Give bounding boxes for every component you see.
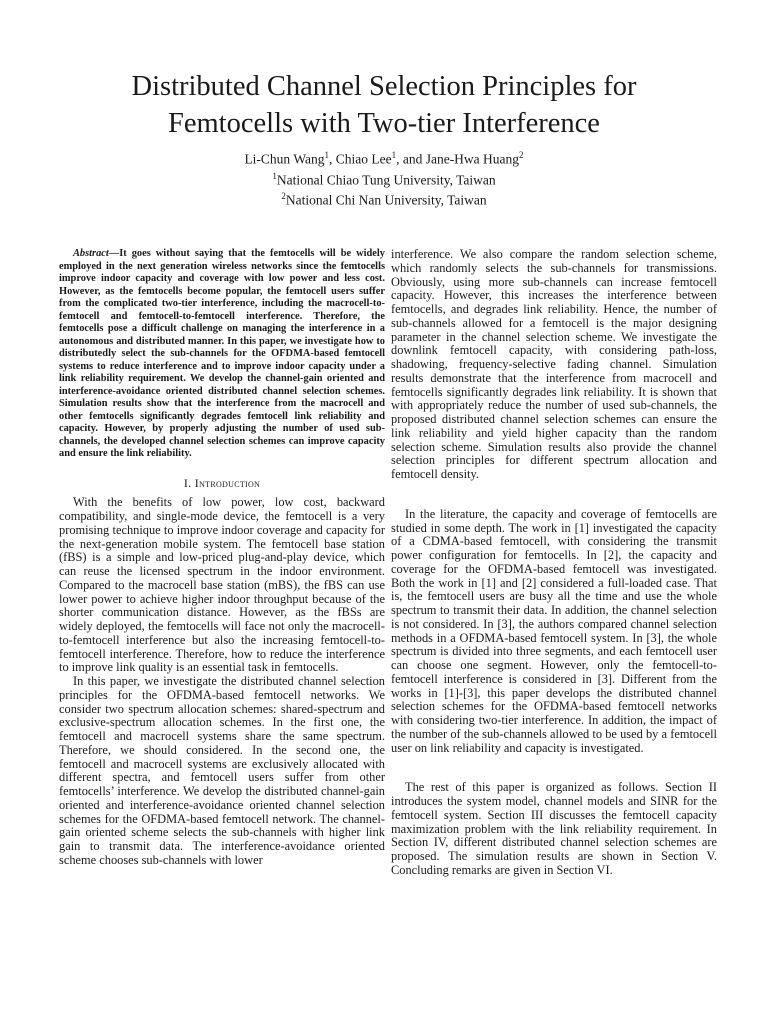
intro-paragraph-1: With the benefits of low power, low cost, backward compatibility, and single-mode device, the femtocell is a very promising technique to improve indoor coverage and capacity for the next-generation mobile system. The femtocell base station (fBS) is a simple and low-priced plug-and-play device, which can reuse the licensed spectrum in the indoor environment. Compared to the macrocell base station (mBS), the fBS can use lower power to achieve higher indoor throughput because of the shorter communication distance. However, as the fBSs are widely deployed, the femtocells will face not only the macrocell-to-femtocell interference but also the increasing femtocell-to-femtocell interference. Therefore, how to reduce the interference to improve link quality is an essential task in femtocells. [59,495,385,675]
intro-paragraph-2: In this paper, we investigate the distributed channel selection principles for the OFDMA-based femtocell networks. We consider two spectrum allocation schemes: shared-spectrum and exclusive-spectrum allocation schemes. In the first one, the femtocell and macrocell systems share the same spectrum. Therefore, we should considered. In the second one, the femtocell and macrocell systems are exclusively allocated with different spectra, and femtocell users suffer from other femtocells’ interference. We develop the distributed channel-gain oriented and interference-avoidance oriented channel selection schemes for the OFDMA-based femtocell network. The channel-gain oriented scheme selects the sub-channels with higher link gain to transmit data. The interference-avoidance oriented scheme chooses sub-channels with lower [59,674,385,867]
abstract-label: Abstract [73,248,109,259]
affiliation-line [0,188,768,209]
title-line-2: Femtocells with Two-tier Interference [168,108,600,139]
affiliation-text: National Chiao Tung University, Taiwan [276,172,496,187]
author-separator: , and [396,151,426,167]
intro-paragraph-continued: interference. We also compare the random selection scheme, which randomly selects the sub-channels for transmissions. Obviously, using more sub-channels can increase femtocell capacity. However, this increases the interference between femtocells, and degrades link reliability. Hence, the number of sub-channels allowed for a femtocell is the major designing parameter in the channel selection scheme. We investigate the downlink femtocell capacity, with considering path-loss, shadowing, frequency-selective fading channel. Simulation results demonstrate that the interference from macrocell and femtocells significantly degrades link reliability. It is shown that with appropriately reduce the number of used sub-channels, the proposed distributed channel selection schemes can ensure the link reliability and yield higher capacity than the random selection scheme. Simulation results also provide the channel selection principles for different spectrum allocation and femtocell density. [391,247,717,481]
author-name: Jane-Hwa Huang [425,151,520,167]
intro-paragraph-4: The rest of this paper is organized as follows. Section II introduces the system model, channel models and SINR for the femtocell system. Section III discusses the femtocell capacity maximization problem with the link reliability requirement. In Section IV, different distributed channel selection schemes are proposed. The simulation results are shown in Section V. Concluding remarks are given in Section VI. [391,780,717,877]
author-block [0,147,768,209]
affiliation-text: National Chi Nan University, Taiwan [285,192,487,208]
right-column [391,248,717,878]
affiliation-line [0,168,768,189]
affiliation-number: 2 [281,191,286,201]
paragraph-gap [391,482,717,508]
paragraph-gap [391,755,717,781]
intro-paragraph-3: In the literature, the capacity and coverage of femtocells are studied in some depth. The work in [1] investigated the capacity of a CDMA-based femtocell, with considering the transmit power configuration for femtocells. In [2], the capacity and coverage for the OFDMA-based femtocell was investigated. Both the work in [1] and [2] considered a full-loaded case. That is, the femtocell users are busy all the time and use the whole spectrum to transmit their data. In addition, the channel selection is not considered. In [3], the authors compared channel selection methods in a OFDMA-based femtocell system. In [3], the whole spectrum is divided into three segments, and each femtocell user can choose one segment. However, only the femtocell-to-femtocell interference is considered in [3]. Different from the works in [1]-[3], this paper develops the distributed channel selection schemes for the OFDMA-based femtocell networks with considering two-tier interference. In addition, the impact of the number of the sub-channels allowed to be used by a femtocell user on link reliability and capacity is investigated. [391,506,717,755]
abstract-text: It goes without saying that the femtocells will be widely employed in the next generation wireless networks since the femtocells improve indoor capacity and coverage with low power and less cost. However, as the femtocells become popular, the femtocell users suffer from the complicated two-tier interference, including the macrocell-to-femtocell and femtocell-to-femtocell interference. Therefore, the femtocells pose a difficult challenge on managing the interference in a autonomous and distributed manner. In this paper, we investigate how to distributedly select the sub-channels for the OFDMA-based femtocell systems to reduce interference and to improve indoor capacity under a link reliability requirement. We develop the channel-gain oriented and interference-avoidance oriented distributed channel selection schemes. Simulation results show that the interference from the macrocell and other femtocells significantly degrades femtocell link reliability and capacity. However, by properly adjusting the number of used sub-channels, the developed channel selection schemes can improve capacity and ensure the link reliability. [59,248,385,459]
author-name: Chiao Lee [335,151,392,167]
affiliation-number: 1 [272,170,277,181]
left-column [59,248,385,868]
author-line [0,147,768,168]
abstract [59,248,385,461]
author-name: Li-Chun Wang [244,151,325,167]
section-heading-introduction [59,477,385,491]
abstract-dash: — [108,248,120,259]
title-line-1: Distributed Channel Selection Principles for [131,71,637,102]
section-title: Introduction [194,475,261,490]
author-affiliation-mark: 1 [324,150,329,160]
author-affiliation-mark: 2 [519,150,524,160]
author-separator: , [328,151,336,167]
author-affiliation-mark: 1 [391,150,397,160]
paper-title [0,68,768,142]
section-numeral: I. [183,475,195,490]
